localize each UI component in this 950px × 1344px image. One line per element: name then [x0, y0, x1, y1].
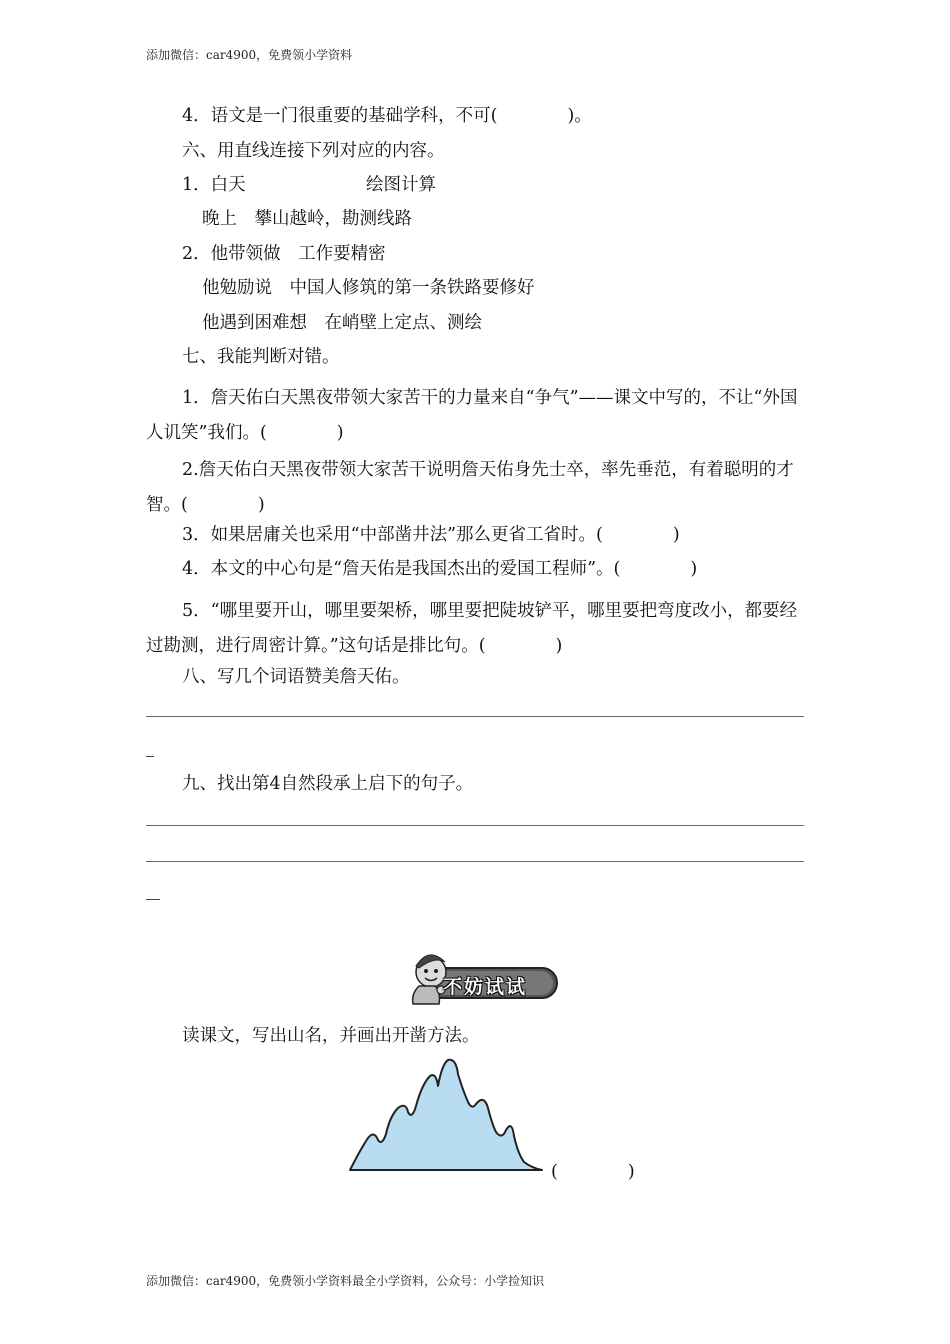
judge-4: 4．本文的中心句是“詹天佑是我国杰出的爱国工程师”。( ) — [182, 559, 698, 579]
judge-3: 3．如果居庸关也采用“中部凿井法”那么更省工省时。( ) — [182, 525, 680, 545]
mountain-name-answer: ( ) — [551, 1162, 635, 1182]
answer-line-9b — [146, 861, 804, 862]
match-2-row3: 他遇到困难想 在峭壁上定点、测绘 — [202, 313, 482, 333]
page-footer: 添加微信：car4900，免费领小学资料最全小学资料，公众号：小学捡知识 — [146, 1274, 545, 1288]
judge-1: 1．詹天佑白天黑夜带领大家苦干的力量来自“争气”——课文中写的，不让“外国人讥笑”我们。( ) — [146, 388, 798, 443]
answer-line-9-stub — [146, 899, 160, 900]
answer-line-8-stub — [146, 756, 154, 757]
try-it-instruction: 读课文，写出山名，并画出开凿方法。 — [182, 1026, 480, 1046]
answer-line-9a — [146, 825, 804, 826]
judge-2: 2.詹天佑白天黑夜带领大家苦干说明詹天佑身先士卒，率先垂范，有着聪明的才智。( ) — [146, 460, 794, 515]
answer-line-8 — [146, 716, 804, 717]
match-1-row2: 晚上 攀山越岭，勘测线路 — [202, 209, 412, 229]
mountain-icon — [346, 1054, 548, 1172]
try-it-badge — [405, 944, 561, 1008]
try-it-label: 不妨试试 — [443, 976, 528, 998]
question-4-fill-blank: 4．语文是一门很重要的基础学科，不可( )。 — [182, 106, 592, 126]
mountain-illustration — [346, 1054, 548, 1172]
judge-5: 5．“哪里要开山，哪里要架桥，哪里要把陡坡铲平，哪里要把弯度改小，都要经过勘测，进行周密计算。”这句话是排比句。( ) — [146, 601, 798, 656]
section-6-title: 六、用直线连接下列对应的内容。 — [182, 141, 445, 161]
match-1-right: 绘图计算 — [366, 175, 436, 195]
section-7-title: 七、我能判断对错。 — [182, 347, 340, 367]
section-8-title: 八、写几个词语赞美詹天佑。 — [182, 667, 410, 687]
match-2-row2: 他勉励说 中国人修筑的第一条铁路要修好 — [202, 278, 535, 298]
section-9-title: 九、找出第4自然段承上启下的句子。 — [182, 774, 474, 794]
page-header: 添加微信：car4900，免费领小学资料 — [146, 48, 353, 62]
match-2-row1: 2．他带领做 工作要精密 — [182, 244, 386, 264]
match-1-left: 1．白天 — [182, 175, 246, 195]
